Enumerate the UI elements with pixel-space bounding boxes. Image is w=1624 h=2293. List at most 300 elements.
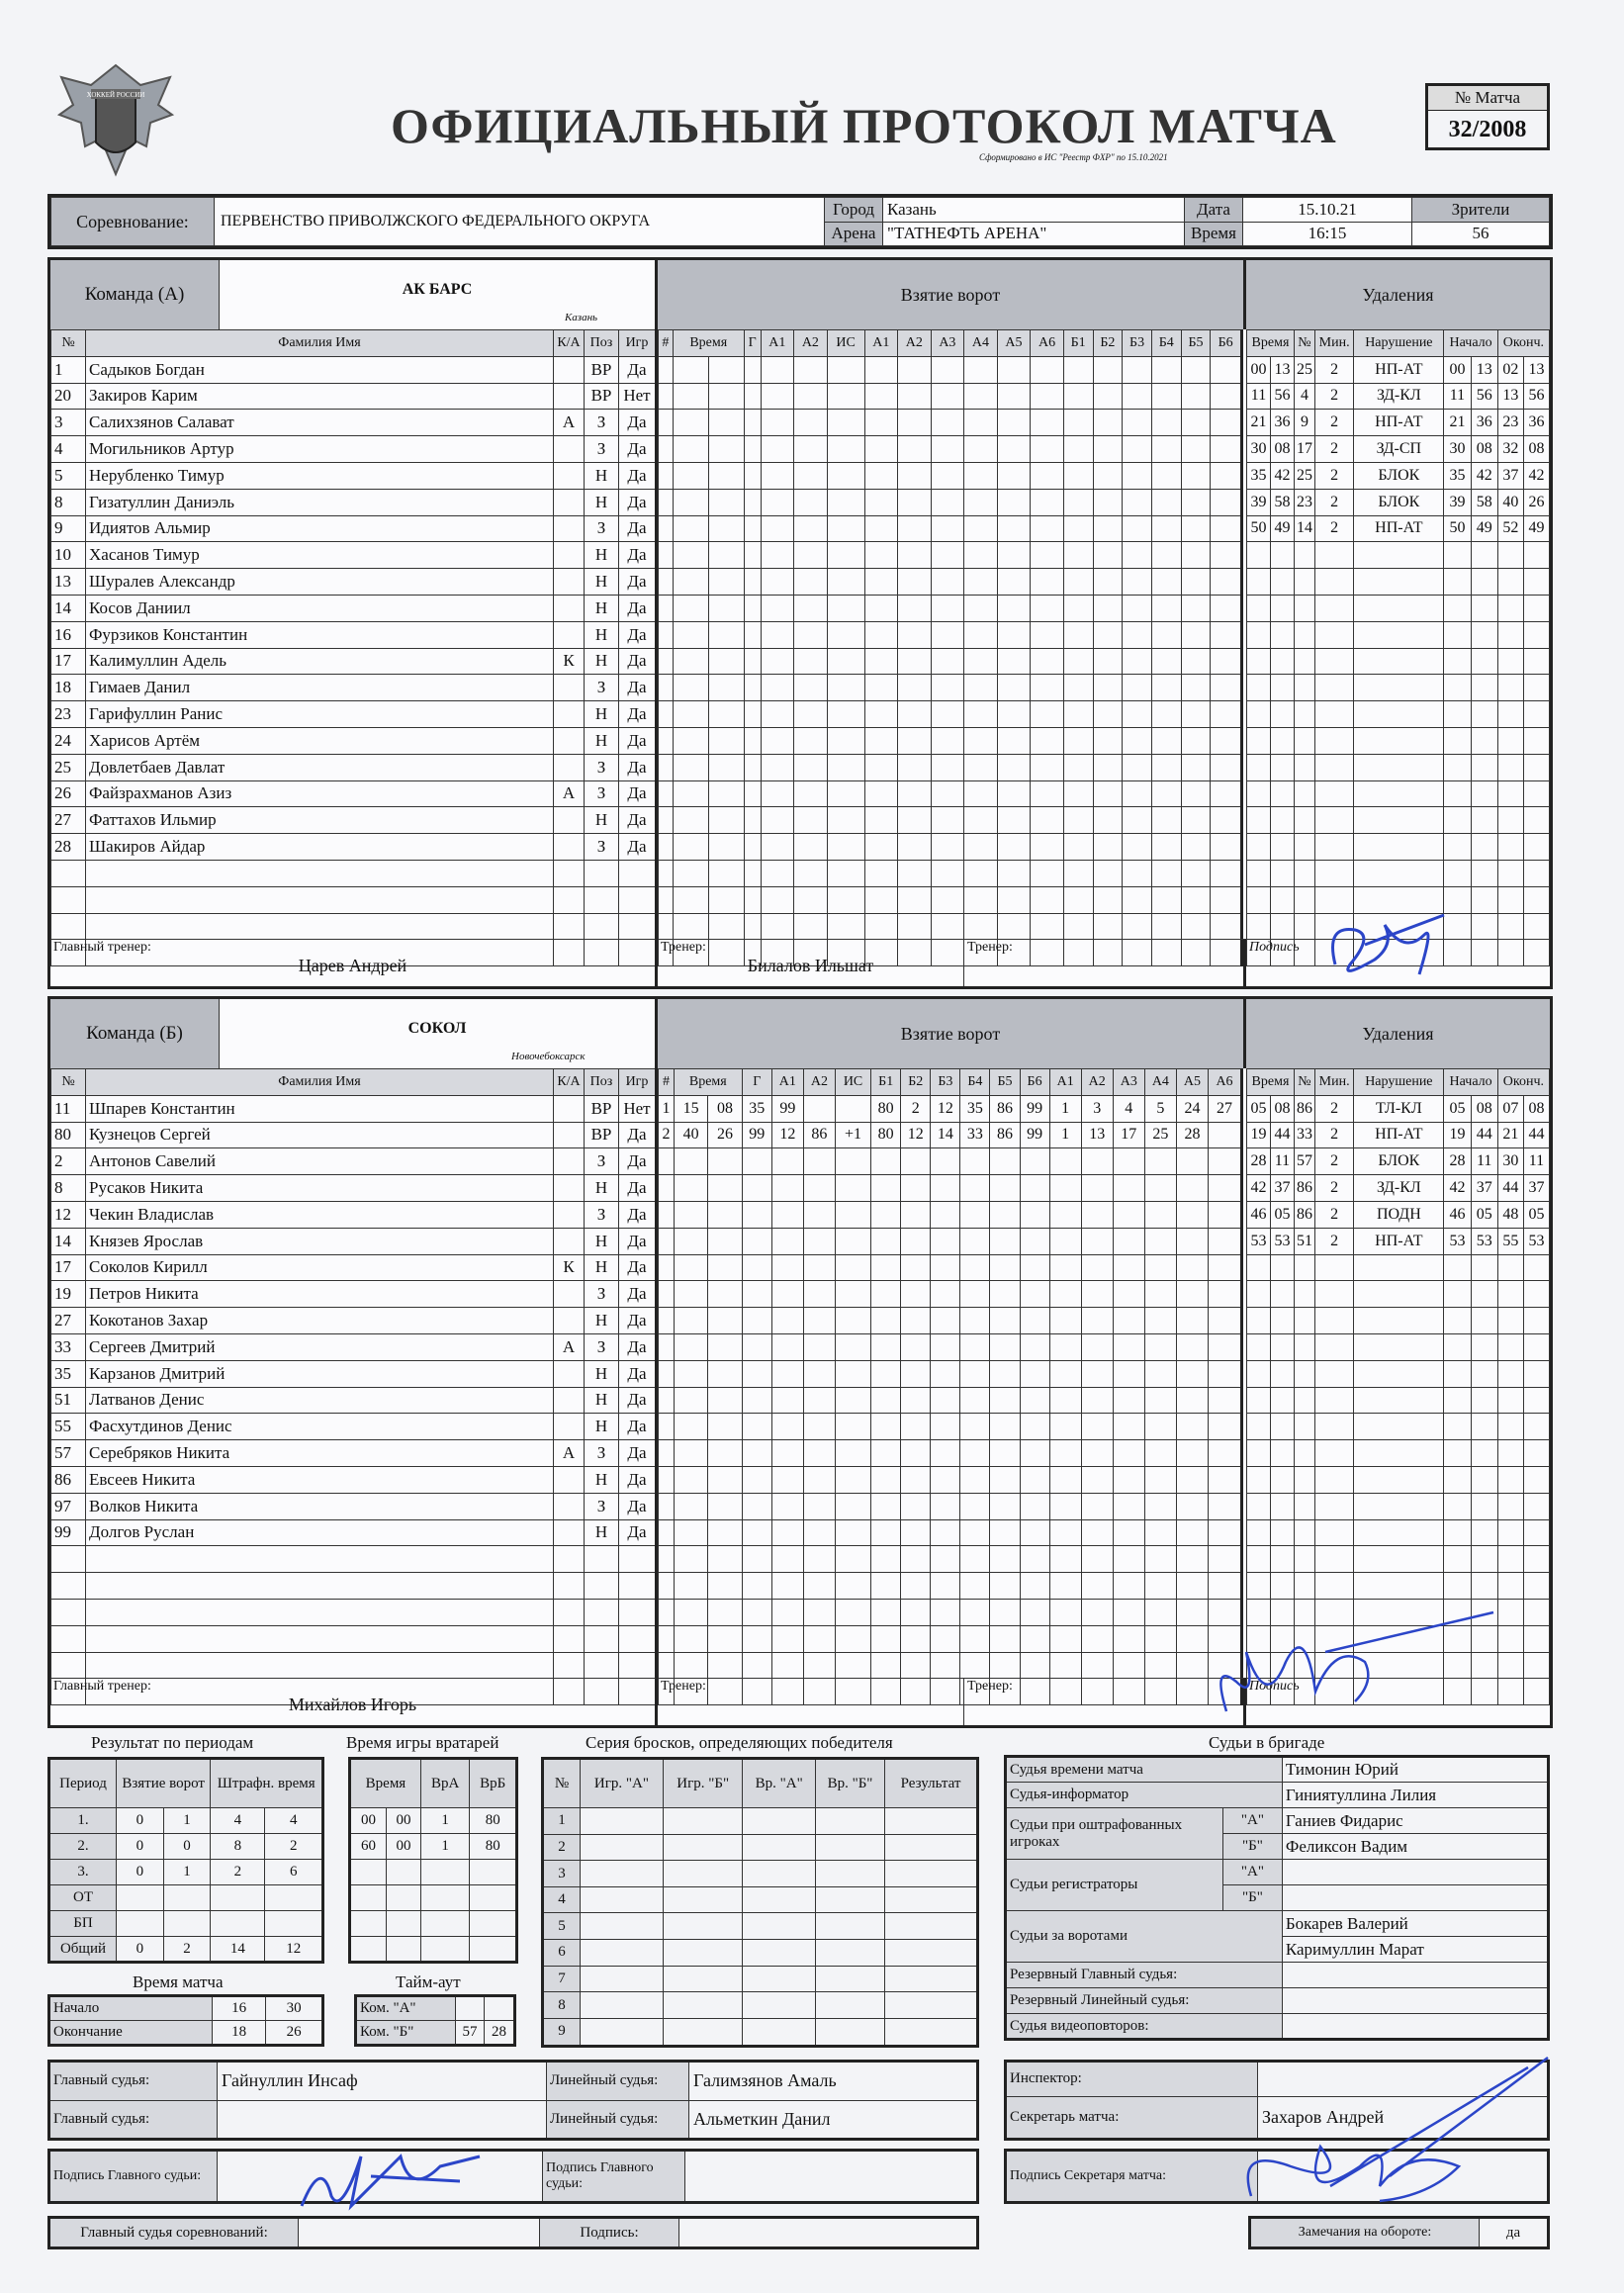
goal-cell <box>960 1599 990 1625</box>
penalty-cell <box>1270 1387 1294 1414</box>
signature-label-b: Подпись <box>1249 1679 1300 1694</box>
goal-col-header: Б1 <box>1063 330 1093 357</box>
goal-cell <box>794 807 828 834</box>
goal-cell <box>708 701 744 728</box>
penalty-cell <box>1444 1493 1471 1519</box>
goal-cell <box>744 701 761 728</box>
penalty-cell <box>1497 595 1523 621</box>
player-position: З <box>585 754 619 780</box>
goal-cell <box>673 648 708 675</box>
goal-cell <box>794 913 828 940</box>
goal-cell <box>1181 383 1211 410</box>
penalty-cell <box>1247 595 1271 621</box>
table-row <box>51 621 657 648</box>
penalty-row <box>1247 436 1550 463</box>
goal-cell <box>931 542 964 569</box>
goal-cell <box>803 1308 835 1334</box>
goal-cell <box>744 356 761 383</box>
goal-cell <box>1063 860 1093 886</box>
penalty-row <box>1247 754 1550 780</box>
goal-cell: 25 <box>1144 1122 1176 1148</box>
player-played: Да <box>619 1281 657 1308</box>
goal-cell <box>1209 1254 1242 1281</box>
table-row <box>51 1333 657 1360</box>
goalie-cell: 1 <box>420 1834 470 1860</box>
shootout-header <box>543 1759 978 1808</box>
goalie-cell <box>350 1937 387 1963</box>
goal-cell <box>901 1175 931 1202</box>
goal-cell <box>931 410 964 436</box>
goal-row <box>659 1625 1242 1652</box>
penalty-cell <box>1354 860 1444 886</box>
goal-cell <box>1123 727 1152 754</box>
team-a-name: АК БАРС <box>220 260 658 329</box>
goal-col-header: Г <box>742 1069 771 1096</box>
player-position: Н <box>585 569 619 596</box>
goal-cell <box>1181 436 1211 463</box>
shootout-num: 7 <box>543 1966 581 1992</box>
goal-cell <box>708 1148 742 1175</box>
player-name: Салихзянов Салават <box>86 410 554 436</box>
player-position: З <box>585 1201 619 1228</box>
table-row <box>51 1573 657 1600</box>
penalty-cell <box>1471 675 1497 701</box>
goal-cell <box>864 913 898 940</box>
goal-row <box>659 727 1242 754</box>
penalty-cell: 44 <box>1270 1122 1294 1148</box>
goal-cell <box>1181 356 1211 383</box>
table-row <box>51 356 657 383</box>
goal-cell <box>803 1599 835 1625</box>
goal-cell <box>742 1625 771 1652</box>
penalty-cell <box>1444 1519 1471 1546</box>
penalty-cell: 36 <box>1523 410 1549 436</box>
table-row <box>51 860 657 886</box>
goal-cell <box>744 462 761 489</box>
goal-cell <box>827 489 864 515</box>
penalty-cell: ЗД-КЛ <box>1354 1175 1444 1202</box>
penalty-cell <box>1354 1254 1444 1281</box>
penalty-row <box>1247 542 1550 569</box>
goal-row <box>659 1175 1242 1202</box>
goal-cell <box>1031 834 1064 861</box>
goal-col-header: А2 <box>803 1069 835 1096</box>
goal-cell <box>674 1440 707 1467</box>
goal-cell <box>964 515 998 542</box>
goal-cell <box>931 648 964 675</box>
goal-cell <box>1211 886 1242 913</box>
goal-row <box>659 913 1242 940</box>
goal-cell <box>761 780 794 807</box>
goal-cell <box>931 1573 960 1600</box>
roster-header <box>51 330 657 357</box>
penalty-cell <box>1354 675 1444 701</box>
goal-cell <box>1176 1360 1208 1387</box>
shootout-cell <box>885 1913 978 1940</box>
penalty-cell <box>1497 648 1523 675</box>
goal-cell <box>761 410 794 436</box>
shootout-row <box>543 1886 978 1913</box>
player-name: Сергеев Дмитрий <box>86 1333 554 1360</box>
goal-cell <box>871 1148 901 1175</box>
goal-cell <box>1093 436 1123 463</box>
roster-col-pos: Поз <box>585 330 619 357</box>
penalty-cell <box>1247 701 1271 728</box>
goal-cell <box>659 1254 675 1281</box>
team-a-coach-name: Билалов Ильшат <box>747 956 874 975</box>
goal-cell <box>771 1360 803 1387</box>
shootout-col: № <box>543 1759 581 1808</box>
penalty-cell: 57 <box>1294 1148 1314 1175</box>
goal-cell <box>673 807 708 834</box>
penalty-row <box>1247 1573 1550 1600</box>
penalty-row <box>1247 515 1550 542</box>
goal-cell <box>960 1175 990 1202</box>
goal-row <box>659 1599 1242 1625</box>
goal-cell <box>1151 515 1181 542</box>
table-row <box>51 595 657 621</box>
timeout-b-label: Ком. "Б" <box>356 2021 456 2046</box>
goal-cell <box>835 1414 870 1440</box>
player-role <box>554 1148 585 1175</box>
goal-cell <box>744 886 761 913</box>
goal-col-header: Б6 <box>1211 330 1242 357</box>
goal-cell <box>1123 754 1152 780</box>
goal-cell <box>708 1625 742 1652</box>
goal-cell <box>898 569 932 596</box>
table-row <box>51 1175 657 1202</box>
player-name: Соколов Кирилл <box>86 1254 554 1281</box>
goal-cell: 40 <box>674 1122 707 1148</box>
goal-row <box>659 410 1242 436</box>
penalty-cell <box>1314 727 1353 754</box>
team-a-roster <box>50 329 658 966</box>
goal-cell <box>1049 1652 1081 1679</box>
player-position: Н <box>585 1360 619 1387</box>
penalty-row <box>1247 1201 1550 1228</box>
goal-col-header: А5 <box>997 330 1031 357</box>
penalty-cell: 37 <box>1523 1175 1549 1202</box>
goal-cell <box>1093 807 1123 834</box>
goal-cell <box>1049 1414 1081 1440</box>
signature-secretary <box>1231 2038 1558 2216</box>
penalty-cell <box>1471 621 1497 648</box>
goal-cell <box>659 1599 675 1625</box>
goal-cell <box>803 1546 835 1573</box>
goal-cell <box>1081 1254 1113 1281</box>
goal-cell <box>1209 1201 1242 1228</box>
goal-cell <box>744 648 761 675</box>
goal-cell <box>1031 780 1064 807</box>
team-b-city: Новочебоксарск <box>511 1051 586 1062</box>
penalty-cell: 56 <box>1270 383 1294 410</box>
penalty-cell <box>1444 1308 1471 1334</box>
goal-col-header: А6 <box>1031 330 1064 357</box>
table-row <box>51 648 657 675</box>
signature-label: Подпись <box>1249 940 1300 955</box>
spectators-label: Зрители <box>1412 198 1550 223</box>
goal-cell <box>1113 1333 1144 1360</box>
player-number: 14 <box>51 595 86 621</box>
goal-cell <box>1144 1414 1176 1440</box>
goal-cell <box>1151 462 1181 489</box>
penalty-cell: 36 <box>1471 410 1497 436</box>
main-ref-1: Гайнуллин Инсаф <box>218 2062 547 2101</box>
goal-cell <box>997 754 1031 780</box>
goal-row <box>659 1122 1242 1148</box>
goal-cell <box>990 1414 1020 1440</box>
player-role <box>554 1599 585 1625</box>
goal-cell <box>1113 1228 1144 1254</box>
goal-cell <box>898 780 932 807</box>
goal-cell <box>1123 648 1152 675</box>
penalty-cell <box>1523 886 1549 913</box>
penalty-cell: 25 <box>1294 462 1314 489</box>
goal-cell <box>1144 1360 1176 1387</box>
goal-cell <box>708 675 744 701</box>
player-played <box>619 1573 657 1600</box>
signature-team-b <box>1207 1603 1503 1731</box>
player-played <box>619 1546 657 1573</box>
goal-cell <box>1113 1546 1144 1573</box>
shootout-cell <box>581 1861 664 1887</box>
goal-row <box>659 436 1242 463</box>
penalty-row <box>1247 1546 1550 1573</box>
player-position <box>585 1599 619 1625</box>
shootout-cell <box>885 1966 978 1992</box>
goal-cell <box>673 675 708 701</box>
penalty-cell: 08 <box>1471 436 1497 463</box>
goal-cell <box>964 648 998 675</box>
goal-cell <box>960 1308 990 1334</box>
player-position: З <box>585 1493 619 1519</box>
penalty-cell <box>1523 1519 1549 1546</box>
penalty-cell: 32 <box>1497 436 1523 463</box>
periods-header <box>49 1759 323 1808</box>
player-name: Волков Никита <box>86 1493 554 1519</box>
referees-table <box>47 2060 979 2141</box>
shootout-cell <box>885 1992 978 2019</box>
shootout-cell <box>581 1992 664 2019</box>
penalty-row <box>1247 569 1550 596</box>
goal-cell <box>871 1308 901 1334</box>
goalie-cell: 00 <box>350 1808 387 1834</box>
penalty-cell <box>1444 1333 1471 1360</box>
goal-row <box>659 462 1242 489</box>
penalty-cell <box>1523 1254 1549 1281</box>
penalty-cell: 11 <box>1523 1148 1549 1175</box>
goal-cell <box>1209 1519 1242 1546</box>
goal-cell <box>659 886 674 913</box>
sig-main-label: Подпись Главного судьи: <box>49 2151 218 2203</box>
goal-cell <box>901 1440 931 1467</box>
goal-cell <box>1093 489 1123 515</box>
goal-cell <box>659 913 674 940</box>
penalty-cell: 53 <box>1471 1228 1497 1254</box>
penalty-cell <box>1247 648 1271 675</box>
period-cell: 1 <box>163 1808 211 1834</box>
goal-cell <box>1123 515 1152 542</box>
goal-cell <box>761 675 794 701</box>
penalty-cell <box>1497 542 1523 569</box>
goal-cell <box>1063 886 1093 913</box>
goal-cell <box>1093 860 1123 886</box>
player-played: Да <box>619 1440 657 1467</box>
goal-cell <box>990 1175 1020 1202</box>
penalty-cell <box>1247 1546 1271 1573</box>
goal-cell <box>931 886 964 913</box>
goal-cell <box>1123 410 1152 436</box>
period-cell: 0 <box>163 1834 211 1860</box>
penalty-cell <box>1523 675 1549 701</box>
goal-cell <box>803 1201 835 1228</box>
goal-cell <box>835 1228 870 1254</box>
goal-cell <box>1049 1175 1081 1202</box>
penalty-col-header: Начало <box>1444 330 1497 357</box>
table-row <box>51 1201 657 1228</box>
goal-cell <box>990 1546 1020 1573</box>
goal-cell <box>742 1201 771 1228</box>
player-role <box>554 1625 585 1652</box>
goal-cell <box>1176 1387 1208 1414</box>
goal-cell <box>674 1493 707 1519</box>
player-played: Да <box>619 727 657 754</box>
player-role <box>554 834 585 861</box>
penalty-cell <box>1294 1493 1314 1519</box>
shootout-num: 5 <box>543 1913 581 1940</box>
goal-cell <box>1123 860 1152 886</box>
player-name: Шуралев Александр <box>86 569 554 596</box>
player-number: 28 <box>51 834 86 861</box>
team-b-goals <box>658 1068 1243 1705</box>
penalty-cell <box>1270 1360 1294 1387</box>
goal-cell <box>835 1440 870 1467</box>
player-role <box>554 595 585 621</box>
penalty-cell <box>1314 675 1353 701</box>
penalty-col-header: Начало <box>1444 1069 1497 1096</box>
goal-cell <box>761 515 794 542</box>
penalty-cell: 58 <box>1270 489 1294 515</box>
goal-cell <box>659 621 674 648</box>
player-role <box>554 807 585 834</box>
goal-cell <box>997 675 1031 701</box>
goal-cell <box>1063 780 1093 807</box>
goal-cell <box>1081 1333 1113 1360</box>
penalty-cell <box>1497 886 1523 913</box>
goal-cell <box>1151 436 1181 463</box>
period-row <box>49 1937 323 1963</box>
goal-cell <box>1081 1360 1113 1387</box>
penalty-cell <box>1444 860 1471 886</box>
goal-col-header: Б3 <box>931 1069 960 1096</box>
goal-cell <box>1063 754 1093 780</box>
goal-cell <box>1151 569 1181 596</box>
shootout-row <box>543 1966 978 1992</box>
goal-cell <box>659 807 674 834</box>
goal-cell <box>931 1625 960 1652</box>
shootout-cell <box>581 1886 664 1913</box>
goal-cell <box>931 1599 960 1625</box>
penalty-cell: НП-АТ <box>1354 515 1444 542</box>
player-number: 3 <box>51 410 86 436</box>
goal-cell <box>659 727 674 754</box>
goalie-cell: 60 <box>350 1834 387 1860</box>
goal-cell <box>1020 1546 1049 1573</box>
penalty-cell <box>1523 1625 1549 1652</box>
player-name: Хасанов Тимур <box>86 542 554 569</box>
player-role <box>554 489 585 515</box>
penalty-cell <box>1523 1414 1549 1440</box>
goal-cell <box>1113 1308 1144 1334</box>
penalty-cell <box>1471 727 1497 754</box>
penalty-row <box>1247 780 1550 807</box>
penalty-row <box>1247 595 1550 621</box>
penalty-cell: 4 <box>1294 383 1314 410</box>
goal-cell <box>761 886 794 913</box>
player-number: 24 <box>51 727 86 754</box>
notes-value: да <box>1480 2218 1549 2248</box>
period-row <box>49 1860 323 1885</box>
comp-main-label: Главный судья соревнований: <box>49 2218 299 2248</box>
penalty-cell <box>1444 1440 1471 1467</box>
goal-cell <box>1211 383 1242 410</box>
player-number: 13 <box>51 569 86 596</box>
goal-cell <box>871 1360 901 1387</box>
goalie-cell <box>387 1911 421 1937</box>
penalty-a-tag: "А" <box>1223 1808 1283 1834</box>
goal-cell <box>659 1333 675 1360</box>
goal-cell <box>1093 383 1123 410</box>
goal-cell <box>1144 1387 1176 1414</box>
penalty-cell <box>1471 1308 1497 1334</box>
goal-cell <box>1176 1414 1208 1440</box>
goal-cell: 35 <box>742 1095 771 1122</box>
goal-cell <box>1081 1387 1113 1414</box>
period-cell: 2 <box>163 1937 211 1963</box>
player-name: Шпарев Константин <box>86 1095 554 1122</box>
document-title: ОФИЦИАЛЬНЫЙ ПРОТОКОЛ МАТЧА <box>391 98 1337 153</box>
goal-cell <box>742 1519 771 1546</box>
goal-cell <box>794 410 828 436</box>
penalty-cell: 48 <box>1497 1201 1523 1228</box>
penalty-row <box>1247 1175 1550 1202</box>
goal-cell <box>794 383 828 410</box>
goal-cell <box>1211 860 1242 886</box>
goal-row <box>659 1228 1242 1254</box>
goal-cell <box>1020 1625 1049 1652</box>
goal-cell: 2 <box>901 1095 931 1122</box>
player-role <box>554 1414 585 1440</box>
penalty-cell <box>1270 621 1294 648</box>
shootout-cell <box>743 1886 815 1913</box>
team-a-goals-header: Взятие ворот <box>658 260 1246 329</box>
penalty-cell <box>1523 542 1549 569</box>
goal-row <box>659 1519 1242 1546</box>
player-role: К <box>554 648 585 675</box>
player-position: ВР <box>585 356 619 383</box>
player-role <box>554 1387 585 1414</box>
penalty-cell <box>1294 648 1314 675</box>
penalty-cell: 49 <box>1523 515 1549 542</box>
team-b-head-coach-name: Михайлов Игорь <box>288 1695 417 1714</box>
penalty-cell: 23 <box>1294 489 1314 515</box>
table-row <box>51 1625 657 1652</box>
penalty-cell <box>1497 621 1523 648</box>
match-time-table <box>47 1994 324 2047</box>
shootout-col: Игр. "Б" <box>663 1759 743 1808</box>
goal-cell <box>1049 1228 1081 1254</box>
penalty-b-judge: Феликсон Вадим <box>1282 1834 1548 1860</box>
